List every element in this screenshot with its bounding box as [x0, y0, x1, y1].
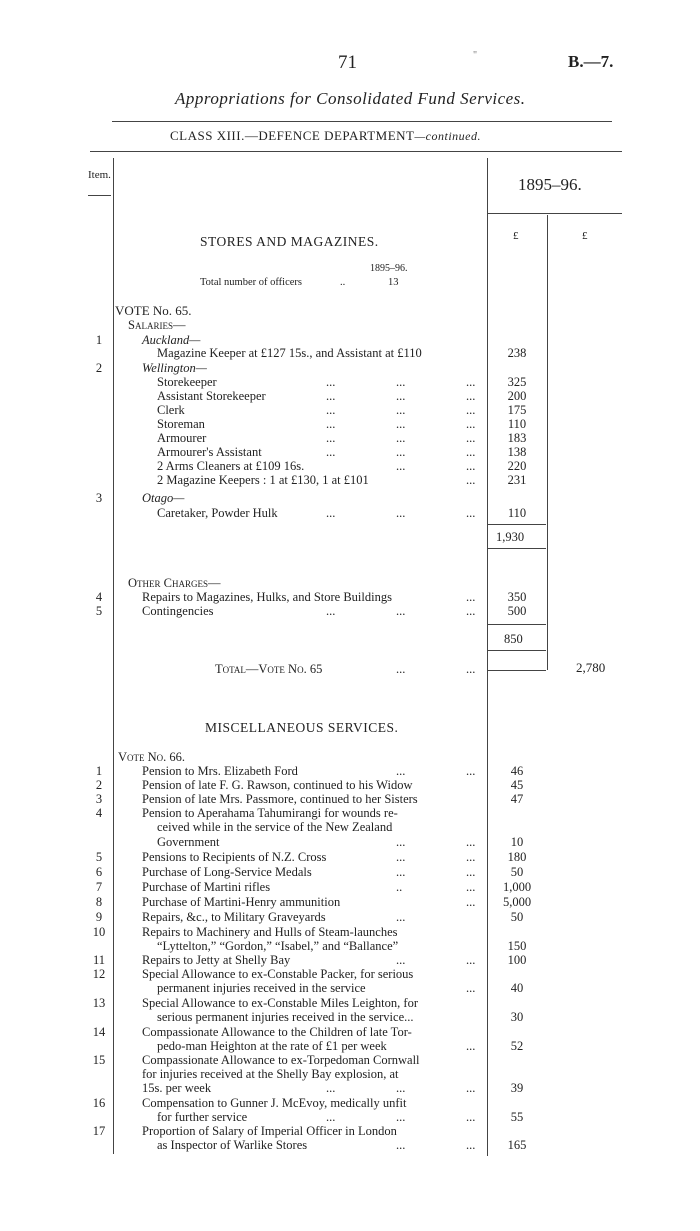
line-text: Armourer [157, 431, 207, 445]
item-text: for further service [157, 1110, 248, 1124]
item-number: 15 [92, 1053, 106, 1067]
item-number: 2 [95, 361, 103, 375]
line-row: 5 Contingencies ... ... ... 500 [0, 604, 700, 619]
item-amount: 55 [510, 1110, 524, 1124]
item-amount: 52 [510, 1039, 524, 1053]
item-amount: 50 [510, 910, 524, 924]
table-row [0, 806, 700, 821]
item-text: for injuries received at the Shelly Bay explosion, at [142, 1067, 399, 1081]
line-text: Clerk [157, 403, 185, 417]
item-number: 3 [95, 792, 103, 806]
item-text: “Lyttelton,” “Gordon,” “Isabel,” and “Ballance” [157, 939, 399, 953]
line-row: 4 Repairs to Magazines, Hulks, and Store Buildings ... 350 [0, 590, 700, 605]
vote-66-label: Vote No. 66. [118, 750, 186, 764]
line-row: Caretaker, Powder Hulk ... ... ... 110 [0, 506, 700, 521]
document-reference: B.—7. [568, 52, 614, 71]
other-charges-subtotal: 850 [504, 632, 523, 646]
line-amount: 220 [507, 459, 527, 473]
table-row: 6 Purchase of Long-Service Medals ... ... 50 [0, 865, 700, 880]
table-row-continued: 15s. per week ... ... ... 39 [0, 1081, 700, 1096]
line-row: Armourer's Assistant ... ... ... 138 [0, 445, 700, 460]
item-amount: 30 [510, 1010, 524, 1024]
vote-total-leader: ... [396, 662, 406, 676]
line-amount: 138 [507, 445, 527, 459]
officers-year: 1895–96. [370, 263, 408, 274]
stores-section-title: STORES AND MAGAZINES. [200, 234, 379, 249]
item-number: 13 [92, 996, 106, 1010]
table-row [0, 1025, 700, 1040]
item-text: pedo-man Heighton at the rate of £1 per week [157, 1039, 387, 1053]
table-row [0, 1124, 700, 1139]
line-row: Armourer ... ... ... 183 [0, 431, 700, 446]
item-text: 15s. per week [142, 1081, 212, 1095]
item-amount: 10 [510, 835, 524, 849]
item-text: Pensions to Recipients of N.Z. Cross [142, 850, 327, 864]
table-row: 11 Repairs to Jetty at Shelly Bay ... ... 100 [0, 953, 700, 968]
item-number: 12 [92, 967, 106, 981]
item-text: Purchase of Martini rifles [142, 880, 271, 894]
table-row-continued: permanent injuries received in the service ... 40 [0, 981, 700, 996]
group-row [0, 361, 700, 376]
item-number: 9 [95, 910, 103, 924]
salaries-subtotal: 1,930 [496, 530, 525, 544]
item-text: Government [157, 835, 220, 849]
salaries-heading: Salaries— [128, 318, 186, 332]
line-text: Magazine Keeper at £127 15s., and Assistant at £110 [157, 346, 422, 360]
item-amount: 100 [507, 953, 527, 967]
vote-total-leader: ... [466, 662, 476, 676]
item-text: Special Allowance to ex-Constable Packer, for serious [142, 967, 414, 981]
item-text: Pension to Mrs. Elizabeth Ford [142, 764, 298, 778]
table-row: 8 Purchase of Martini-Henry ammunition ... 5,000 [0, 895, 700, 910]
officers-count: 13 [388, 277, 399, 288]
table-row-continued: pedo-man Heighton at the rate of £1 per week ... 52 [0, 1039, 700, 1054]
group-row [0, 491, 700, 506]
item-text: Special Allowance to ex-Constable Miles Leighton, for [142, 996, 418, 1010]
line-amount: 238 [507, 346, 527, 360]
class-line: CLASS XIII.—DEFENCE DEPARTMENT [170, 128, 415, 143]
line-text: Armourer's Assistant [157, 445, 262, 459]
line-row [0, 346, 700, 361]
item-text: Compassionate Allowance to ex-Torpedoman Cornwall [142, 1053, 420, 1067]
table-row-continued [0, 1067, 700, 1082]
officers-label: Total number of officers [200, 277, 302, 288]
item-text: Repairs to Jetty at Shelly Bay [142, 953, 291, 967]
item-text: Repairs to Machinery and Hulls of Steam-launches [142, 925, 398, 939]
table-row-continued: for further service ... ... ... 55 [0, 1110, 700, 1125]
item-text: Purchase of Long-Service Medals [142, 865, 312, 879]
line-row: Assistant Storekeeper ... ... ... 200 [0, 389, 700, 404]
table-row [0, 792, 700, 807]
table-row [0, 778, 700, 793]
class-continued: —continued. [414, 129, 481, 143]
line-row: Storekeeper ... ... ... 325 [0, 375, 700, 390]
item-text: Compassionate Allowance to the Children of late Tor- [142, 1025, 412, 1039]
other-subtotal-rule-bottom [488, 650, 546, 651]
table-row [0, 967, 700, 982]
header-rule [112, 121, 612, 122]
item-text: Compensation to Gunner J. McEvoy, medically unfit [142, 1096, 407, 1110]
line-amount: 200 [507, 389, 527, 403]
item-text: permanent injuries received in the service [157, 981, 366, 995]
line-amount: 325 [507, 375, 527, 389]
vote-65-total-label [215, 662, 322, 677]
vote-65-label: VOTE No. 65. [115, 303, 192, 318]
line-row: Storeman ... ... ... 110 [0, 417, 700, 432]
item-text: Pension of late F. G. Rawson, continued to his Widow [142, 778, 413, 792]
item-text: Pension to Aperahama Tahumirangi for wounds re- [142, 806, 398, 820]
item-number: 7 [95, 880, 103, 894]
misc-section-title: MISCELLANEOUS SERVICES. [205, 720, 399, 735]
item-column-header: Item. [88, 169, 111, 181]
salaries-subtotal-rule-bottom [488, 548, 546, 549]
item-text: serious permanent injuries received in the service... [157, 1010, 414, 1024]
item-number: 14 [92, 1025, 106, 1039]
class-heading [170, 128, 481, 144]
table-row: 7 Purchase of Martini rifles .. ... 1,000 [0, 880, 700, 895]
item-number: 6 [95, 865, 103, 879]
item-number: 1 [95, 333, 103, 347]
line-text: Storeman [157, 417, 205, 431]
item-number: 1 [95, 764, 103, 778]
item-text: ceived while in the service of the New Zealand [157, 820, 393, 834]
page-mark: " [473, 50, 478, 61]
line-row: 2 Magazine Keepers : 1 at £130, 1 at £101 ... 231 [0, 473, 700, 488]
vote-total-rule [488, 670, 546, 671]
line-amount: 110 [507, 417, 527, 431]
item-amount: 1,000 [502, 880, 532, 894]
line-text: Storekeeper [157, 375, 217, 389]
item-number: 4 [95, 806, 103, 820]
item-number: 5 [95, 604, 103, 618]
table-row-continued: as Inspector of Warlike Stores ... ... 165 [0, 1138, 700, 1153]
item-number: 17 [92, 1124, 106, 1138]
page-number: 71 [338, 52, 357, 73]
other-charges-heading: Other Charges— [128, 576, 221, 590]
vote-total-label-text: Total—Vote No. 65 [215, 662, 323, 676]
line-text: Assistant Storekeeper [157, 389, 266, 403]
item-text: Proportion of Salary of Imperial Officer in London [142, 1124, 397, 1138]
item-amount: 5,000 [502, 895, 532, 909]
vote-65-total: 2,780 [576, 660, 606, 675]
line-text: Caretaker, Powder Hulk [157, 506, 278, 520]
table-row: 9 Repairs, &c., to Military Graveyards ... 50 [0, 910, 700, 925]
table-row-continued [0, 1010, 700, 1025]
table-row-continued [0, 939, 700, 954]
item-number: 10 [92, 925, 106, 939]
year-header: 1895–96. [518, 175, 582, 194]
table-row-continued [0, 820, 700, 835]
line-amount: 500 [507, 604, 527, 618]
item-amount: 180 [507, 850, 527, 864]
item-number: 11 [92, 953, 106, 967]
item-amount: 165 [507, 1138, 527, 1152]
table-row: 1 Pension to Mrs. Elizabeth Ford ... ... 46 [0, 764, 700, 779]
item-number: 2 [95, 778, 103, 792]
item-header-rule [88, 195, 111, 196]
item-amount: 40 [510, 981, 524, 995]
line-text: 2 Magazine Keepers : 1 at £130, 1 at £101 [157, 473, 369, 487]
other-subtotal-rule [488, 624, 546, 625]
item-amount: 45 [510, 778, 524, 792]
table-row [0, 1053, 700, 1068]
item-number: 5 [95, 850, 103, 864]
table-row-continued: Government ... ... 10 [0, 835, 700, 850]
line-amount: 175 [507, 403, 527, 417]
item-amount: 47 [510, 792, 524, 806]
table-row [0, 996, 700, 1011]
item-amount: 150 [507, 939, 527, 953]
line-text: Repairs to Magazines, Hulks, and Store Buildings [142, 590, 392, 604]
item-number: 16 [92, 1096, 106, 1110]
table-row [0, 925, 700, 940]
item-amount: 46 [510, 764, 524, 778]
line-amount: 110 [507, 506, 527, 520]
item-number: 3 [95, 491, 103, 505]
line-text: 2 Arms Cleaners at £109 16s. [157, 459, 305, 473]
line-text: Contingencies [142, 604, 214, 618]
line-row: Clerk ... ... ... 175 [0, 403, 700, 418]
group-name: Auckland— [142, 333, 201, 347]
item-text: Pension of late Mrs. Passmore, continued to her Sisters [142, 792, 418, 806]
table-row [0, 1096, 700, 1111]
line-amount: 350 [507, 590, 527, 604]
group-name: Otago— [142, 491, 185, 505]
item-number: 4 [95, 590, 103, 604]
item-text: Repairs, &c., to Military Graveyards [142, 910, 326, 924]
page-title: Appropriations for Consolidated Fund Services. [175, 89, 526, 108]
item-amount: 39 [510, 1081, 524, 1095]
line-amount: 183 [507, 431, 527, 445]
salaries-subtotal-rule [488, 524, 546, 525]
item-number: 8 [95, 895, 103, 909]
group-name: Wellington— [142, 361, 207, 375]
table-row: 5 Pensions to Recipients of N.Z. Cross ... ... 180 [0, 850, 700, 865]
year-header-rule [487, 213, 622, 214]
item-text: as Inspector of Warlike Stores [157, 1138, 308, 1152]
line-row: 2 Arms Cleaners at £109 16s. ... ... 220 [0, 459, 700, 474]
item-text: Purchase of Martini-Henry ammunition [142, 895, 341, 909]
table-top-rule [90, 151, 622, 152]
line-amount: 231 [507, 473, 527, 487]
currency-symbol-sub: £ [513, 230, 519, 242]
currency-symbol-total: £ [582, 230, 588, 242]
item-amount: 50 [510, 865, 524, 879]
officers-leader: .. [340, 277, 346, 288]
